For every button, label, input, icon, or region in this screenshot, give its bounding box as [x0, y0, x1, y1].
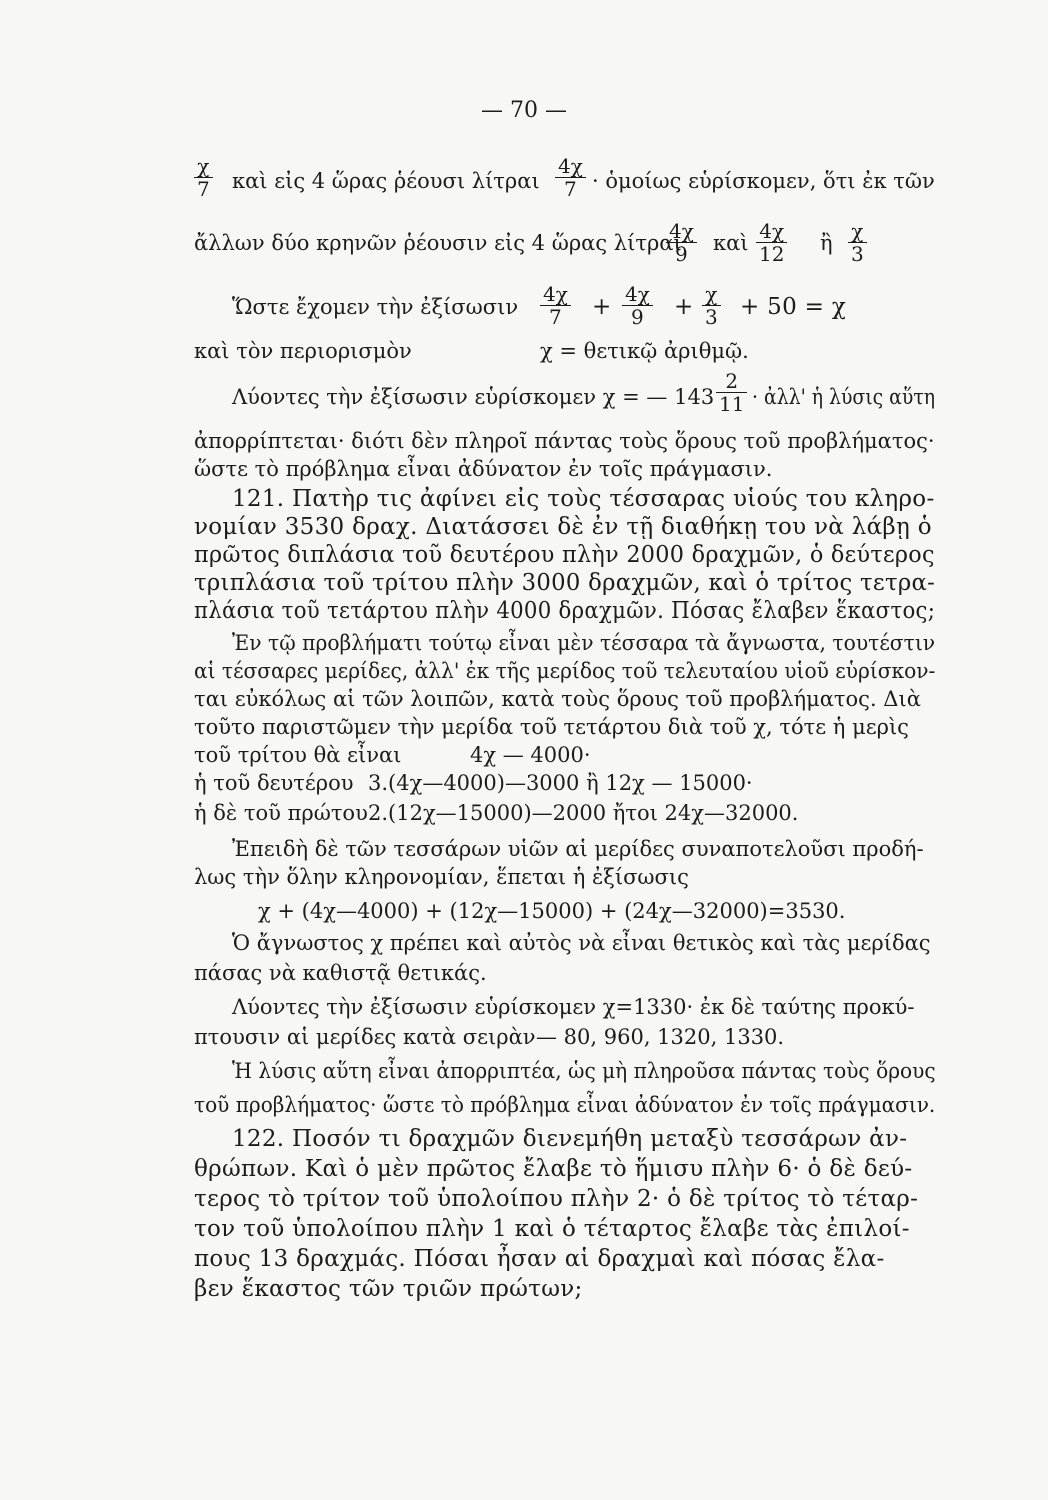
text-line: πάσας νὰ καθιστᾷ θετικάς.	[194, 961, 487, 985]
fraction-x-over-7	[194, 155, 213, 200]
text-line: καὶ τὸν περιορισμὸν	[194, 339, 412, 363]
fraction-4x-over-9	[666, 220, 697, 265]
page-number: — 70 —	[481, 98, 567, 123]
text-line: αἱ τέσσαρες μερίδες, ἀλλ' ἐκ τῆς μερίδος τοῦ τελευταίου υἱοῦ εὑρίσκον-	[194, 659, 936, 683]
fraction-denominator: 7	[197, 177, 210, 201]
problem-122-line: τον τοῦ ὑπολοίπου πλὴν 1 καὶ ὁ τέταρτος ἔλαβε τὰς ἐπιλοί-	[194, 1216, 910, 1242]
fraction-numerator: 4χ	[555, 155, 586, 178]
fraction-denominator: 9	[675, 242, 688, 266]
text-line: ται εὐκόλως αἱ τῶν λοιπῶν, κατὰ τοὺς ὅρους τοῦ προβλήματος. Διὰ	[194, 687, 921, 711]
fraction-numerator: χ	[702, 283, 721, 306]
problem-121-line: 121. Πατὴρ τις ἀφίνει εἰς τοὺς τέσσαρας υἱούς του κληρο-	[232, 486, 935, 512]
fraction-denominator: 3	[851, 242, 864, 266]
fraction-denominator: 7	[549, 305, 562, 329]
text-line: · ὁμοίως εὑρίσκομεν, ὅτι ἐκ τῶν	[592, 169, 935, 193]
text-line: Ἡ λύσις αὕτη εἶναι ἀπορριπτέα, ὡς μὴ πληροῦσα πάντας τοὺς ὅρους	[232, 1059, 936, 1083]
text-line: τοῦ προβλήματος· ὥστε τὸ πρόβλημα εἶναι ἀδύνατον ἐν τοῖς πράγμασιν.	[194, 1093, 936, 1117]
fraction-x-over-3	[848, 220, 867, 265]
problem-121-line: νομίαν 3530 δραχ. Διατάσσει δὲ ἐν τῇ διαθήκῃ του νὰ λάβῃ ὁ	[194, 514, 932, 540]
text-line: · ἀλλ' ἡ λύσις αὕτη	[752, 385, 936, 409]
fraction-numerator: 2	[716, 370, 747, 393]
text-line: Λύοντες τὴν ἐξίσωσιν εὑρίσκομεν χ=1330· ἐκ δὲ ταύτης προκύ-	[232, 995, 915, 1019]
fraction-denominator: 9	[631, 305, 644, 329]
problem-122-line: 122. Ποσόν τι δραχμῶν διενεμήθη μεταξὺ τεσσάρων ἀν-	[232, 1126, 908, 1152]
text-line: Ἐπειδὴ δὲ τῶν τεσσάρων υἱῶν αἱ μερίδες συναποτελοῦσι προδή-	[232, 837, 924, 861]
text-line: Ὁ ἄγνωστος χ πρέπει καὶ αὐτὸς νὰ εἶναι θετικὸς καὶ τὰς μερίδας	[232, 931, 931, 955]
problem-122-line: θρώπων. Καὶ ὁ μὲν πρῶτος ἔλαβε τὸ ἥμισυ πλὴν 6· ὁ δὲ δεύ-	[194, 1156, 913, 1182]
expression: 4χ — 4000·	[470, 743, 591, 767]
problem-121-line: τριπλάσια τοῦ τρίτου πλὴν 3000 δραχμῶν, καὶ ὁ τρίτος τετρα-	[194, 570, 936, 596]
fraction-denominator: 3	[705, 305, 718, 329]
text-line: χ = θετικῷ ἀριθμῷ.	[540, 339, 749, 363]
text-line: λως τὴν ὅλην κληρονομίαν, ἕπεται ἡ ἐξίσωσις	[194, 865, 689, 889]
problem-122-line: τερος τὸ τρίτον τοῦ ὑπολοίπου πλὴν 2· ὁ δὲ τρίτος τὸ τέταρ-	[194, 1186, 919, 1212]
text-line: πτουσιν αἱ μερίδες κατὰ σειρὰν	[194, 1025, 536, 1049]
fraction-2-over-11	[716, 370, 747, 415]
text-line: καὶ εἰς 4 ὥρας ῥέουσι λίτραι	[232, 169, 540, 193]
text-line: καὶ	[713, 231, 749, 255]
fraction-numerator: 4χ	[540, 283, 571, 306]
text-line: Ὥστε ἔχομεν τὴν ἐξίσωσιν	[232, 295, 519, 319]
fraction-numerator: χ	[194, 155, 213, 178]
fraction-4x-over-7	[555, 155, 586, 200]
expression: 3.(4χ—4000)—3000 ἢ 12χ — 15000·	[368, 771, 753, 795]
fraction-numerator: 4χ	[622, 283, 653, 306]
fraction-numerator: 4χ	[756, 220, 787, 243]
text-line: Λύοντες τὴν ἐξίσωσιν εὑρίσκομεν χ = — 143	[232, 385, 715, 409]
text-line: τοῦ τρίτου θὰ εἶναι	[194, 743, 402, 767]
text-line: ἡ δὲ τοῦ πρώτου	[194, 801, 368, 825]
fraction-4x-over-9	[622, 283, 653, 328]
fraction-4x-over-12	[756, 220, 787, 265]
text-line: ἢ	[820, 231, 833, 255]
problem-122-line: πους 13 δραχμάς. Πόσαι ἦσαν αἱ δραχμαὶ καὶ πόσας ἔλα-	[194, 1246, 885, 1272]
equation-end: + 50 = χ	[740, 294, 847, 320]
fraction-denominator: 12	[759, 242, 785, 266]
values-list: — 80, 960, 1320, 1330.	[536, 1025, 785, 1049]
fraction-denominator: 11	[719, 392, 745, 416]
fraction-numerator: χ	[848, 220, 867, 243]
text-line: τοῦτο παριστῶμεν τὴν μερίδα τοῦ τετάρτου διὰ τοῦ χ, τότε ἡ μερὶς	[194, 715, 909, 739]
plus-sign: +	[592, 294, 612, 320]
fraction-4x-over-7	[540, 283, 571, 328]
plus-sign: +	[674, 294, 694, 320]
equation: χ + (4χ—4000) + (12χ—15000) + (24χ—32000)=3530.	[258, 899, 846, 923]
text-line: ὥστε τὸ πρόβλημα εἶναι ἀδύνατον ἐν τοῖς πράγμασιν.	[194, 457, 773, 481]
text-line: ἀπορρίπτεται· διότι δὲν πληροῖ πάντας τοὺς ὅρους τοῦ προβλήματος·	[194, 429, 935, 453]
fraction-numerator: 4χ	[666, 220, 697, 243]
problem-121-line: πλάσια τοῦ τετάρτου πλὴν 4000 δραχμῶν. Πόσας ἔλαβεν ἕκαστος;	[194, 598, 936, 624]
text-line: ἡ τοῦ δευτέρου	[194, 771, 354, 795]
text-line: Ἐν τῷ προβλήματι τούτῳ εἶναι μὲν τέσσαρα τὰ ἄγνωστα, τουτέστιν	[232, 631, 936, 655]
fraction-x-over-3	[702, 283, 721, 328]
text-line: ἄλλων δύο κρηνῶν ῥέουσιν εἰς 4 ὥρας λίτραι	[194, 231, 682, 255]
expression: 2.(12χ—15000)—2000 ἤτοι 24χ—32000.	[368, 801, 799, 825]
problem-121-line: πρῶτος διπλάσια τοῦ δευτέρου πλὴν 2000 δραχμῶν, ὁ δεύτερος	[194, 542, 935, 568]
problem-122-line: βεν ἕκαστος τῶν τριῶν πρώτων;	[194, 1276, 583, 1302]
fraction-denominator: 7	[564, 177, 577, 201]
